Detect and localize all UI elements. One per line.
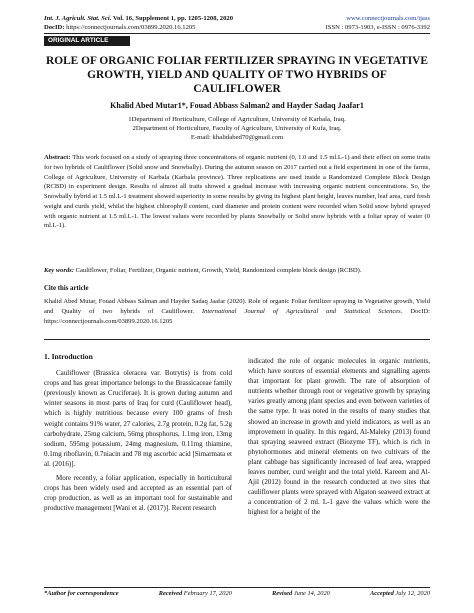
citation-text: Khalid Abed Mutar, Fouad Abbass Salman and Hayder Sadaq Jaafar (2020). Role of organic Foliar fertilizer spraying in Vegetative growth, Yield and Quality of two hybrids of Cauliflower.: [44, 298, 430, 315]
received-date: Received February 17, 2020: [158, 590, 232, 597]
right-column: [248, 356, 430, 518]
keywords-label: Key words:: [44, 267, 75, 274]
revised-date: Revised June 14, 2020: [271, 590, 330, 597]
correspondence-note: *Author for correspondence: [44, 590, 119, 597]
abstract-label: Abstract:: [44, 154, 71, 161]
volume-info: Vol. 16, Supplement 1, pp. 1205-1208, 2020: [111, 15, 233, 22]
abstract-text: This work focused on a study of spraying three concentrations of organic nutrient (0, 1.0 and 1.5 ml.L-1) and their effect on some traits for two hybrids of Cauliflower (Solid snow and Snowbally). During the autumn season on 2017 carried out a field experiment in one of the farms, College of Agriculture, University of Karbala (Karbala province). Three replications are used inside a Randomized Complete Block Design (RCBD) in experiment design. Results of almost all traits showed a gradual increase with increasing organic nutrient concentrations. So, the Snowbally hybrid at 1.5 ml.L-1 treatment showed superiority in some results by giving its highest plant height, leaves number, leaf area, curd fresh weight and curds yield, whilst the highest chlorophyll content, curd diameter and protein content were recorded when Solid snow hybrid sprayed with organic nutrient at 1.5 ml.L-1. The lowest values were recorded by plants Snowbally or Solid snow hybrids with a foliar spray of water (0 ml.L-1).: [44, 154, 430, 230]
accepted-date: Accepted July 12, 2020: [370, 590, 430, 597]
affiliation-1: 1Department of Horticulture, College of Agriculture, University of Karbala, Iraq.: [128, 116, 346, 123]
journal-header-right: [326, 14, 430, 32]
intro-paragraph-2: More recently, a foliar application, especially in horticultural crops has been widely used and accepted as an essential part of crop production, as well as an important tool for sustainable and productive management [Wani et al. (2017)]. Recent research: [44, 474, 232, 513]
site-link[interactable]: www.connectjournals.com/ijass: [346, 15, 430, 22]
keywords-text: Cauliflower, Foliar, Fertilizer, Organic nutrient, Growth, Yield, Randomized complete block design (RCBD).: [74, 267, 362, 274]
article-dates: [44, 590, 430, 597]
left-column: [44, 352, 232, 517]
journal-abbr: Int. J. Agricult. Stat. Sci.: [44, 15, 112, 22]
section-divider: [44, 339, 430, 340]
citation: [44, 297, 430, 326]
citation-doi[interactable]: DocID: https://connectjournals.com/03899.2020.16.1205: [44, 307, 430, 325]
doi-label: DocID:: [44, 24, 65, 31]
citation-journal: International Journal of Agricultural and Statistical Sciences.: [201, 307, 403, 315]
doi-link[interactable]: https://connectjournals.com/03899.2020.16.1205: [64, 24, 196, 31]
intro-paragraph-continued: indicated the role of organic molecules in organic nutrients, which have sources of essential elements and signalling agents that important for plant growth. The rate of absorption of nutrients whether through root or vegetative growth by spraying varies greatly among plant species and even between varieties of the same type. It was noted in the results of many studies that showed an increase in growth and yield indicators, as well as an improvement in quality. In this regard, Al-Maleky (2013) found that spraying seaweed extract (Biozyme TF), which is rich in phytohormones and mineral elements on two cultivars of the plant cabbage has significantly increased of leaf area, wrapped leaves number, curd weight and the total yield. Kareem and Al-Ajil (2012) found in the research conducted at two sites that cauliflower plants were sprayed with Algaton seaweed extract at a concentration of 2 ml. L-1 gave the values which were the highest for a height of the: [248, 357, 430, 517]
intro-paragraph-1: Cauliflower (Brassica oleracea var. Botrytis) is from cold crops and has great importance belongs to the Brassicaceae family (previously known as Cruciferae). It is grown during autumn and winter seasons in most parts of Iraq for curd (Cauliflower head), which is highly nutritious because every 100 grams of fresh weight contains 91% water, 27 calories, 2.7g protein, 0.2g fat, 5.2g carbohydrate, 25mg calcium, 56mg phosphorus, 1.1mg iron, 13mg sodium, 595mg potassium, 24mg magnesium, 0.11mg thiamine, 0.1mg riboflavin, 0.7niacin and 78 mg ascorbic acid [Simarmata et al. (2016)].: [44, 369, 232, 468]
footer-divider: [44, 587, 430, 588]
title-line-1: ROLE OF ORGANIC FOLIAR FERTILIZER SPRAYING IN VEGETATIVE: [46, 55, 428, 67]
issn: ISSN : 0973-1903, e-ISSN : 0976-3392: [325, 24, 430, 31]
keywords: [44, 266, 430, 275]
email[interactable]: E-mail: khalidabed70@gmail.com: [190, 134, 284, 141]
affiliation-2: 2Department of Horticulture, Faculty of Agriculture, University of Kufa, Iraq.: [132, 125, 342, 132]
paper-title: [44, 54, 430, 96]
header-divider: [44, 33, 430, 34]
abstract: [44, 153, 430, 231]
author-list: Khalid Abed Mutar1*, Fouad Abbass Salman2 and Hayder Sadaq Jaafar1: [110, 101, 364, 110]
cite-heading: Cite this article: [44, 285, 89, 292]
article-type-badge: ORIGINAL ARTICLE: [44, 36, 130, 46]
journal-header: [44, 14, 233, 32]
title-line-2: GROWTH, YIELD AND QUALITY OF TWO HYBRIDS OF CAULIFLOWER: [87, 69, 387, 95]
intro-heading: 1. Introduction: [44, 352, 93, 361]
